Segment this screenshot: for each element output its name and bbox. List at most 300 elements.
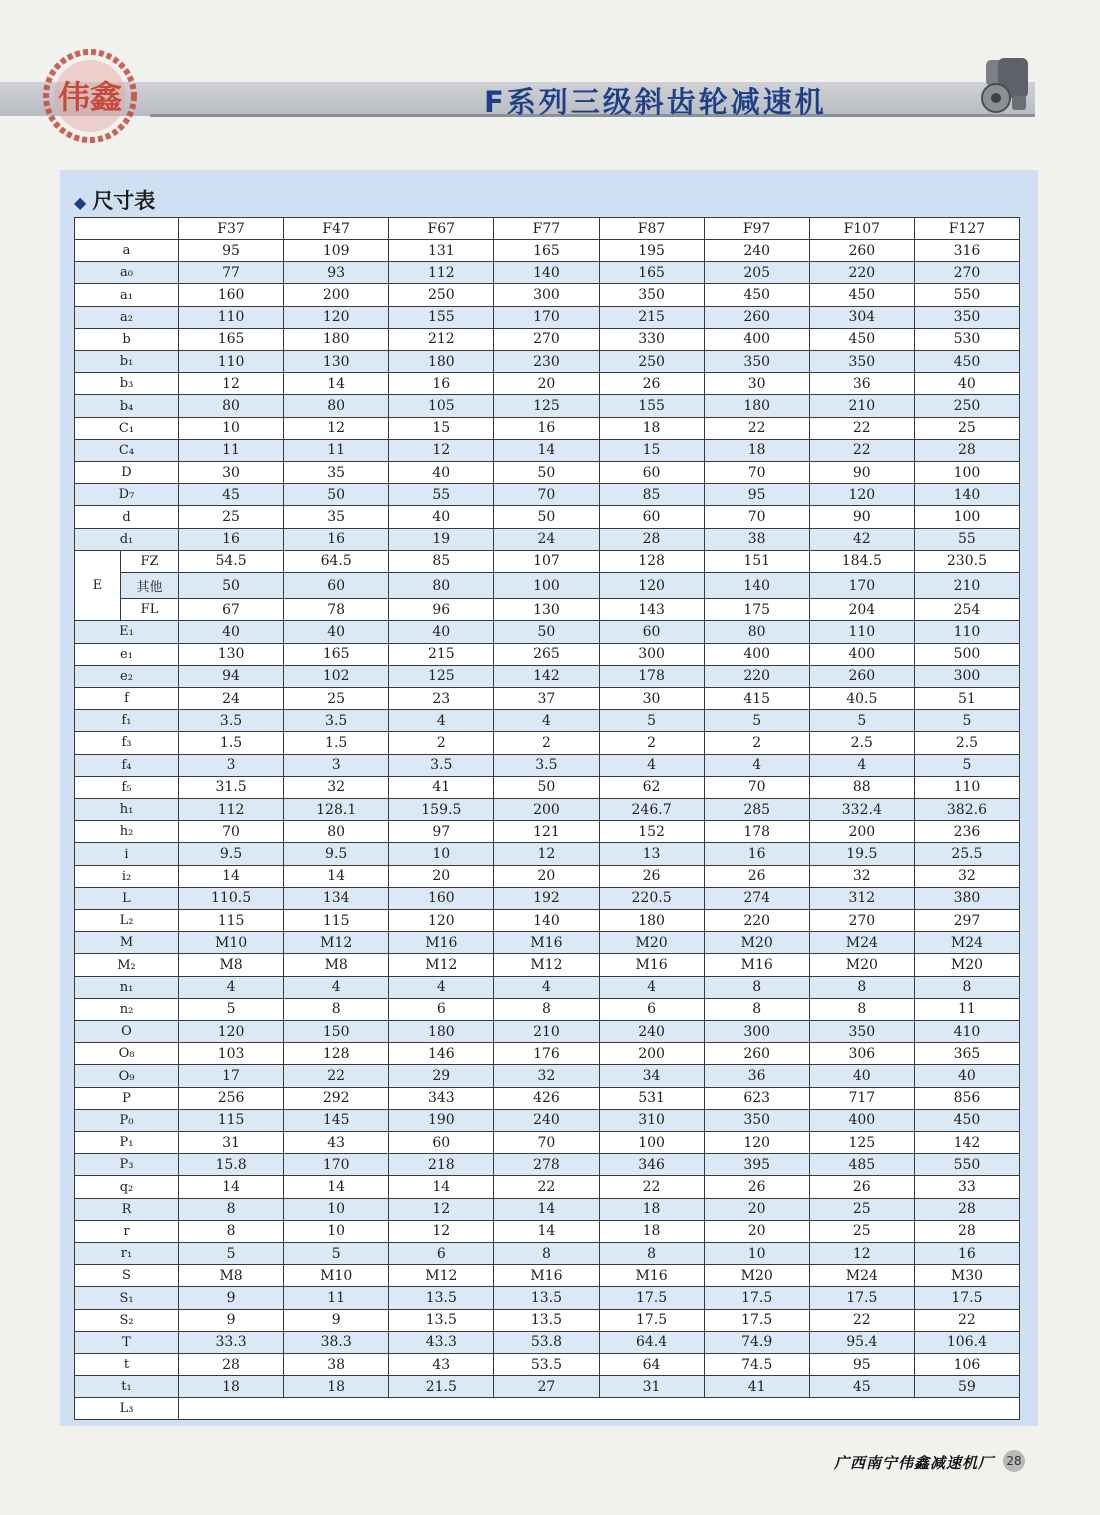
table-cell: 205 [704, 262, 809, 284]
table-row [75, 665, 1020, 687]
table-cell: 11 [284, 1287, 389, 1309]
column-header: F127 [914, 218, 1019, 240]
table-cell: 40 [179, 621, 284, 643]
row-label: D₇ [75, 484, 179, 506]
row-label: L [75, 887, 179, 909]
table-cell: M16 [389, 932, 494, 954]
gearbox-icon [968, 56, 1034, 116]
table-cell: M20 [809, 954, 914, 976]
table-row [75, 417, 1020, 439]
table-cell: 128.1 [284, 799, 389, 821]
table-cell: 120 [284, 306, 389, 328]
table-cell: 180 [389, 1021, 494, 1043]
table-row [75, 284, 1020, 306]
table-cell: 12 [389, 1198, 494, 1220]
table-cell: 95.4 [809, 1331, 914, 1353]
table-cell: 110 [809, 621, 914, 643]
table-cell: 50 [179, 573, 284, 599]
row-label: S₂ [75, 1309, 179, 1331]
table-row [75, 710, 1020, 732]
table-cell: 95 [809, 1354, 914, 1376]
table-cell: 159.5 [389, 799, 494, 821]
table-cell: 450 [914, 1109, 1019, 1131]
table-row [75, 439, 1020, 461]
diamond-bullet-icon: ◆ [74, 193, 87, 212]
table-cell: 18 [179, 1376, 284, 1398]
table-cell: 8 [179, 1220, 284, 1242]
table-cell: 32 [494, 1065, 599, 1087]
table-cell: 4 [389, 710, 494, 732]
table-cell: 165 [599, 262, 704, 284]
table-cell: 304 [809, 306, 914, 328]
table-cell: 120 [179, 1021, 284, 1043]
table-cell: 12 [179, 373, 284, 395]
table-cell: 95 [704, 484, 809, 506]
table-cell: 60 [599, 506, 704, 528]
table-cell: 31.5 [179, 776, 284, 798]
table-cell: 70 [704, 776, 809, 798]
table-cell: 230 [494, 351, 599, 373]
table-row [75, 799, 1020, 821]
table-cell: 50 [494, 506, 599, 528]
table-cell: 14 [389, 1176, 494, 1198]
table-cell: 16 [494, 417, 599, 439]
table-cell: 6 [389, 998, 494, 1020]
table-cell: 33 [914, 1176, 1019, 1198]
table-cell: 17.5 [704, 1309, 809, 1331]
table-row [75, 1198, 1020, 1220]
table-cell: 17.5 [599, 1309, 704, 1331]
table-row [75, 643, 1020, 665]
row-label: S₁ [75, 1287, 179, 1309]
table-cell: 53.8 [494, 1331, 599, 1353]
table-cell: 450 [809, 284, 914, 306]
table-cell: 260 [809, 240, 914, 262]
table-cell: 35 [284, 462, 389, 484]
table-cell: 110 [179, 306, 284, 328]
table-cell: 16 [704, 843, 809, 865]
table-cell: 180 [599, 910, 704, 932]
table-cell: 60 [389, 1132, 494, 1154]
table-cell: 316 [914, 240, 1019, 262]
table-cell: 19.5 [809, 843, 914, 865]
table-row [75, 1220, 1020, 1242]
table-cell: 112 [179, 799, 284, 821]
table-row [75, 1398, 1020, 1420]
table-cell: 5 [599, 710, 704, 732]
row-label: P₃ [75, 1154, 179, 1176]
table-cell: 270 [809, 910, 914, 932]
table-cell: 415 [704, 687, 809, 709]
table-cell: 17.5 [809, 1287, 914, 1309]
table-cell: 297 [914, 910, 1019, 932]
table-cell: 40 [389, 462, 494, 484]
table-cell: 14 [494, 1198, 599, 1220]
table-cell: 53.5 [494, 1354, 599, 1376]
table-cell: 22 [599, 1176, 704, 1198]
table-cell: 60 [599, 462, 704, 484]
table-cell: 62 [599, 776, 704, 798]
row-label: h₁ [75, 799, 179, 821]
table-cell: 150 [284, 1021, 389, 1043]
table-cell: M20 [704, 932, 809, 954]
table-cell: 10 [284, 1198, 389, 1220]
table-row [75, 887, 1020, 909]
table-row [75, 843, 1020, 865]
table-cell: 40 [389, 621, 494, 643]
company-logo [34, 48, 146, 144]
table-cell: 200 [599, 1043, 704, 1065]
table-cell: 106 [914, 1354, 1019, 1376]
table-cell: 93 [284, 262, 389, 284]
table-cell: 142 [914, 1132, 1019, 1154]
table-row [75, 687, 1020, 709]
table-cell: 43 [389, 1354, 494, 1376]
table-row [75, 506, 1020, 528]
row-group-label: E [75, 550, 121, 621]
row-label: C₄ [75, 439, 179, 461]
table-cell: 80 [704, 621, 809, 643]
table-cell: 260 [704, 1043, 809, 1065]
table-cell: 220.5 [599, 887, 704, 909]
table-cell: 134 [284, 887, 389, 909]
table-row [75, 262, 1020, 284]
table-cell: 146 [389, 1043, 494, 1065]
table-row [75, 306, 1020, 328]
table-cell: 31 [179, 1132, 284, 1154]
table-cell: 165 [179, 328, 284, 350]
table-row [75, 1065, 1020, 1087]
row-label: O [75, 1021, 179, 1043]
table-cell: 8 [494, 998, 599, 1020]
table-cell: 25 [809, 1220, 914, 1242]
table-cell: 28 [914, 1198, 1019, 1220]
row-label: f₁ [75, 710, 179, 732]
table-cell: 40 [914, 373, 1019, 395]
table-cell: 24 [494, 528, 599, 550]
table-cell: 18 [599, 417, 704, 439]
table-cell: 200 [809, 821, 914, 843]
row-label: O₉ [75, 1065, 179, 1087]
table-cell: 300 [599, 643, 704, 665]
table-cell: 14 [494, 1220, 599, 1242]
table-cell: 450 [914, 351, 1019, 373]
table-cell: 16 [389, 373, 494, 395]
row-label: P [75, 1087, 179, 1109]
table-cell: 100 [494, 573, 599, 599]
table-cell: 20 [704, 1220, 809, 1242]
table-cell: 110 [914, 776, 1019, 798]
table-cell: 312 [809, 887, 914, 909]
table-cell: 128 [284, 1043, 389, 1065]
table-cell: 395 [704, 1154, 809, 1176]
table-cell: 178 [704, 821, 809, 843]
table-cell: M12 [389, 954, 494, 976]
row-label: r [75, 1220, 179, 1242]
table-cell: 140 [494, 910, 599, 932]
table-cell: 55 [389, 484, 494, 506]
table-cell: 80 [284, 821, 389, 843]
row-label: C₁ [75, 417, 179, 439]
table-cell: 4 [494, 710, 599, 732]
table-cell: 128 [599, 550, 704, 572]
table-cell: 40 [914, 1065, 1019, 1087]
table-cell: 3.5 [389, 754, 494, 776]
table-cell: 120 [704, 1132, 809, 1154]
table-cell: 38 [284, 1354, 389, 1376]
row-label: t₁ [75, 1376, 179, 1398]
table-cell: 4 [179, 976, 284, 998]
table-cell: 24 [179, 687, 284, 709]
table-cell: 22 [809, 1309, 914, 1331]
table-cell: 12 [494, 843, 599, 865]
table-cell: 55 [914, 528, 1019, 550]
row-label: f [75, 687, 179, 709]
table-cell: 4 [494, 976, 599, 998]
table-cell: 9 [284, 1309, 389, 1331]
table-cell: 270 [914, 262, 1019, 284]
table-cell: 14 [284, 1176, 389, 1198]
table-cell: 170 [809, 573, 914, 599]
table-cell: 13.5 [494, 1309, 599, 1331]
page-number: 28 [1003, 1450, 1025, 1472]
table-cell: 51 [914, 687, 1019, 709]
row-label: D [75, 462, 179, 484]
table-cell: 38.3 [284, 1331, 389, 1353]
table-cell: 2 [389, 732, 494, 754]
table-cell: 160 [389, 887, 494, 909]
table-cell: 103 [179, 1043, 284, 1065]
table-cell: 5 [179, 998, 284, 1020]
table-header-row [75, 218, 1020, 240]
table-cell: 220 [704, 665, 809, 687]
table-cell: 54.5 [179, 550, 284, 572]
table-cell: 343 [389, 1087, 494, 1109]
table-cell: 143 [599, 599, 704, 621]
table-cell: 350 [704, 1109, 809, 1131]
table-cell: M8 [284, 954, 389, 976]
table-cell: 450 [809, 328, 914, 350]
table-cell: 67 [179, 599, 284, 621]
table-cell: 250 [914, 395, 1019, 417]
table-cell: 145 [284, 1109, 389, 1131]
table-row [75, 395, 1020, 417]
row-label: b₃ [75, 373, 179, 395]
table-cell: 220 [809, 262, 914, 284]
table-row [75, 484, 1020, 506]
row-label: a₁ [75, 284, 179, 306]
table-cell: 13.5 [494, 1287, 599, 1309]
table-cell: 8 [284, 998, 389, 1020]
table-cell: 11 [179, 439, 284, 461]
table-cell: 450 [704, 284, 809, 306]
row-label: h₂ [75, 821, 179, 843]
table-cell: 78 [284, 599, 389, 621]
table-row [75, 621, 1020, 643]
row-label: b₄ [75, 395, 179, 417]
table-cell: 35 [284, 506, 389, 528]
table-row [75, 754, 1020, 776]
table-cell: 2.5 [914, 732, 1019, 754]
table-cell: M16 [494, 1265, 599, 1287]
table-cell: 21.5 [389, 1376, 494, 1398]
table-cell: 426 [494, 1087, 599, 1109]
table-cell: 4 [599, 976, 704, 998]
table-cell: 210 [809, 395, 914, 417]
section-title [74, 185, 155, 215]
table-cell: 36 [809, 373, 914, 395]
table-cell: 9.5 [179, 843, 284, 865]
table-cell: 107 [494, 550, 599, 572]
row-label: b [75, 328, 179, 350]
row-label: L₃ [75, 1398, 179, 1420]
table-row [75, 528, 1020, 550]
table-cell: M10 [284, 1265, 389, 1287]
table-cell: 110.5 [179, 887, 284, 909]
table-cell: 60 [284, 573, 389, 599]
table-cell: M16 [494, 932, 599, 954]
row-label: 其他 [121, 573, 179, 599]
table-cell: 8 [914, 976, 1019, 998]
table-cell: 90 [809, 506, 914, 528]
table-cell: 256 [179, 1087, 284, 1109]
table-cell: M12 [389, 1265, 494, 1287]
table-cell: 204 [809, 599, 914, 621]
table-cell: 18 [599, 1198, 704, 1220]
table-cell: 41 [704, 1376, 809, 1398]
table-cell: 15.8 [179, 1154, 284, 1176]
table-cell: 25 [179, 506, 284, 528]
table-cell: 400 [704, 328, 809, 350]
table-cell: 45 [179, 484, 284, 506]
row-label: R [75, 1198, 179, 1220]
table-cell: 14 [179, 1176, 284, 1198]
row-label: L₂ [75, 910, 179, 932]
table-cell: 130 [284, 351, 389, 373]
table-cell: 5 [179, 1243, 284, 1265]
table-cell: 140 [494, 262, 599, 284]
table-cell: M16 [599, 1265, 704, 1287]
table-cell: 210 [494, 1021, 599, 1043]
row-label: n₁ [75, 976, 179, 998]
table-cell: 5 [914, 710, 1019, 732]
table-cell: 20 [494, 373, 599, 395]
table-cell: 100 [599, 1132, 704, 1154]
table-cell: 254 [914, 599, 1019, 621]
table-cell: 400 [704, 643, 809, 665]
table-cell: 31 [599, 1376, 704, 1398]
table-cell: 3.5 [494, 754, 599, 776]
table-cell: 42 [809, 528, 914, 550]
table-cell: 215 [389, 643, 494, 665]
column-header: F107 [809, 218, 914, 240]
table-cell: M20 [914, 954, 1019, 976]
table-cell: 13.5 [389, 1287, 494, 1309]
table-row [75, 998, 1020, 1020]
table-cell: 30 [599, 687, 704, 709]
table-row [75, 776, 1020, 798]
table-cell: M10 [179, 932, 284, 954]
table-cell: 22 [494, 1176, 599, 1198]
table-row [75, 240, 1020, 262]
table-cell: 184.5 [809, 550, 914, 572]
table-cell: M8 [179, 954, 284, 976]
table-cell: 110 [914, 621, 1019, 643]
table-cell: M20 [704, 1265, 809, 1287]
table-cell: 285 [704, 799, 809, 821]
table-cell: 70 [179, 821, 284, 843]
table-cell: 28 [599, 528, 704, 550]
row-label: r₁ [75, 1243, 179, 1265]
table-cell: 14 [494, 439, 599, 461]
footer-company: 广西南宁伟鑫减速机厂 [834, 1454, 995, 1472]
table-cell: 94 [179, 665, 284, 687]
table-cell: 20 [494, 865, 599, 887]
table-cell: 25 [914, 417, 1019, 439]
empty-cell [179, 1398, 1020, 1420]
table-row [75, 1309, 1020, 1331]
table-cell: 10 [704, 1243, 809, 1265]
table-cell: 85 [599, 484, 704, 506]
table-cell: 1.5 [179, 732, 284, 754]
table-cell: 3 [179, 754, 284, 776]
table-cell: 155 [389, 306, 494, 328]
table-cell: 26 [704, 1176, 809, 1198]
table-cell: 260 [704, 306, 809, 328]
table-cell: 22 [704, 417, 809, 439]
table-cell: 30 [704, 373, 809, 395]
row-label: O₈ [75, 1043, 179, 1065]
table-cell: M30 [914, 1265, 1019, 1287]
table-cell: 142 [494, 665, 599, 687]
table-cell: 2 [704, 732, 809, 754]
table-cell: 500 [914, 643, 1019, 665]
table-body [75, 240, 1020, 1420]
row-label: n₂ [75, 998, 179, 1020]
table-cell: 218 [389, 1154, 494, 1176]
table-cell: 97 [389, 821, 494, 843]
table-cell: 9 [179, 1287, 284, 1309]
table-row [75, 1354, 1020, 1376]
table-cell: 246.7 [599, 799, 704, 821]
table-cell: 32 [284, 776, 389, 798]
table-cell: 5 [704, 710, 809, 732]
table-cell: 856 [914, 1087, 1019, 1109]
table-cell: 10 [179, 417, 284, 439]
table-cell: 260 [809, 665, 914, 687]
table-row [75, 954, 1020, 976]
table-cell: 109 [284, 240, 389, 262]
table-cell: 5 [914, 754, 1019, 776]
table-cell: 16 [179, 528, 284, 550]
table-cell: 130 [494, 599, 599, 621]
table-cell: 2.5 [809, 732, 914, 754]
table-cell: 10 [284, 1220, 389, 1242]
table-cell: 28 [914, 1220, 1019, 1242]
table-cell: 332.4 [809, 799, 914, 821]
row-label: S [75, 1265, 179, 1287]
table-cell: M16 [704, 954, 809, 976]
table-cell: 25 [809, 1198, 914, 1220]
table-cell: 16 [914, 1243, 1019, 1265]
row-label: f₅ [75, 776, 179, 798]
table-cell: 8 [809, 976, 914, 998]
table-cell: M20 [599, 932, 704, 954]
row-label: f₃ [75, 732, 179, 754]
row-label: q₂ [75, 1176, 179, 1198]
column-header: F97 [704, 218, 809, 240]
table-cell: 300 [704, 1021, 809, 1043]
